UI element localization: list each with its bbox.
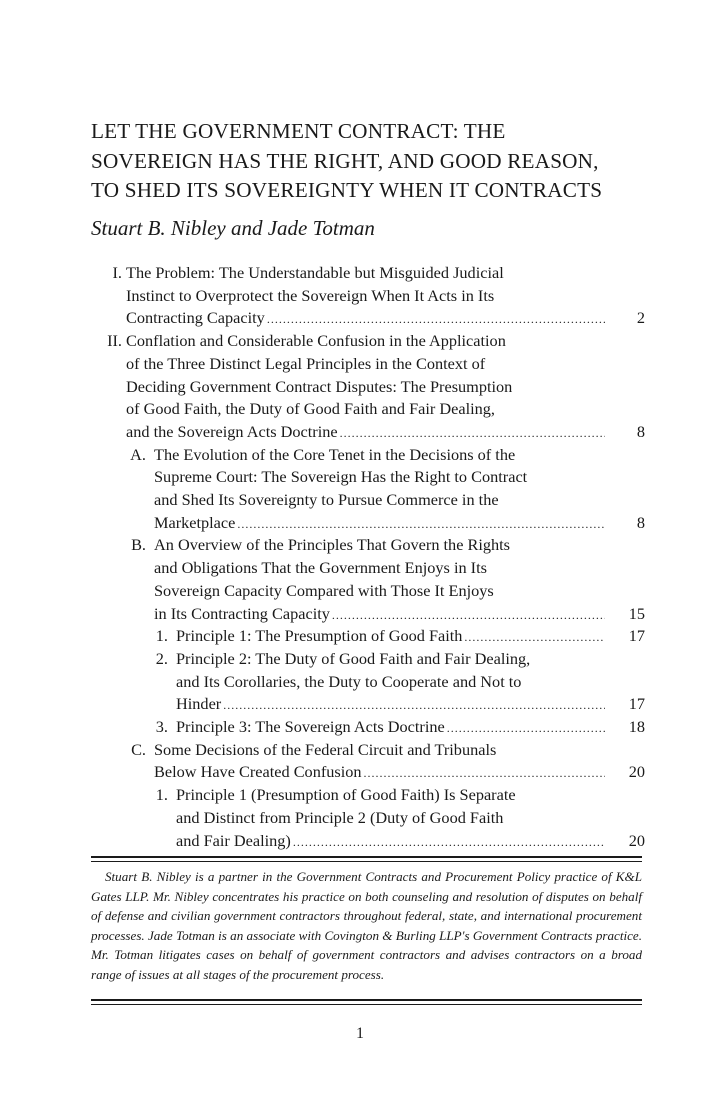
toc-entry-line-last[interactable] xyxy=(176,625,605,647)
toc-entry-text: Principle 3: The Sovereign Acts Doctrine xyxy=(176,717,445,736)
toc-entry-number: B. xyxy=(131,535,146,554)
toc-entry-text: Conflation and Considerable Confusion in the Application xyxy=(126,331,506,350)
toc-entry-line-last[interactable] xyxy=(176,716,605,738)
toc-entry-line-last[interactable] xyxy=(176,830,605,852)
toc-entry-page[interactable]: 20 xyxy=(628,762,645,781)
toc-entry-text: and Obligations That the Government Enjoys in Its xyxy=(154,558,487,577)
toc-entry-page[interactable]: 18 xyxy=(628,717,645,736)
dot-leader xyxy=(340,422,605,443)
toc-entry-text: and Distinct from Principle 2 (Duty of Good Faith xyxy=(176,808,504,827)
toc-entry-page[interactable]: 17 xyxy=(628,626,645,645)
toc-entry-text: Below Have Created Confusion xyxy=(154,762,362,781)
dot-leader xyxy=(237,513,605,534)
toc-entry-number: II. xyxy=(107,331,122,350)
title-line-2: SOVEREIGN HAS THE RIGHT, AND GOOD REASON, xyxy=(91,148,599,173)
toc-entry-line-last[interactable] xyxy=(154,512,605,534)
dot-leader xyxy=(464,626,605,647)
toc-entry-line-last[interactable] xyxy=(154,761,605,783)
toc-entry-text: Principle 1: The Presumption of Good Faith xyxy=(176,626,463,645)
toc-entry-line-last[interactable] xyxy=(154,603,605,625)
dot-leader xyxy=(223,694,605,715)
toc-entry-text: Contracting Capacity xyxy=(126,308,265,327)
toc-entry-page[interactable]: 8 xyxy=(636,422,645,441)
toc-entry-line-last[interactable] xyxy=(126,307,605,329)
title-line-1: LET THE GOVERNMENT CONTRACT: THE xyxy=(91,119,506,143)
toc-entry-text: of Good Faith, the Duty of Good Faith and Fair Dealing, xyxy=(126,399,495,418)
toc-entry-text: Marketplace xyxy=(154,513,236,532)
footnote-text: Stuart B. Nibley is a partner in the Government Contracts and Procurement Policy practice of K&L Gates LLP. Mr. Nibley concentrates his practice on both counseling and resolution of disputes on behalf of defense and civilian government contractors throughout federal, state, and international procurement processes. Jade Totman is an associate with Covington & Burling LLP's Government Contracts practice. Mr. Totman litigates cases on behalf of government contractors and advises contractors on a broad range of issues at all stages of the procurement process. xyxy=(91,869,642,982)
toc-entry-text: The Problem: The Understandable but Misguided Judicial xyxy=(126,263,504,282)
toc-entry-page[interactable]: 17 xyxy=(628,694,645,713)
dot-leader xyxy=(364,762,605,783)
toc-entry-line-last[interactable] xyxy=(176,693,605,715)
toc-entry-text: Instinct to Overprotect the Sovereign When It Acts in Its xyxy=(126,286,495,305)
footnote-rule-bottom xyxy=(91,999,642,1001)
toc-entry-page[interactable]: 15 xyxy=(628,604,645,623)
toc-entry-text: of the Three Distinct Legal Principles in the Context of xyxy=(126,354,486,373)
toc-entry-number: A. xyxy=(130,445,146,464)
toc-entry-text: An Overview of the Principles That Govern the Rights xyxy=(154,535,511,554)
toc-entry-number: 2. xyxy=(155,649,168,668)
toc-entry-number: 1. xyxy=(155,626,168,645)
authors-byline: Stuart B. Nibley and Jade Totman xyxy=(91,216,375,240)
article-title xyxy=(91,117,651,206)
toc-entry-line-last[interactable] xyxy=(126,421,605,443)
toc-entry-text: Supreme Court: The Sovereign Has the Right to Contract xyxy=(154,467,528,486)
toc-entry-text: and Fair Dealing) xyxy=(176,831,291,850)
toc-entry-text: Sovereign Capacity Compared with Those It Enjoys xyxy=(154,581,494,600)
toc-entry-text: and the Sovereign Acts Doctrine xyxy=(126,422,338,441)
toc-entry-number: 1. xyxy=(155,785,168,804)
toc-entry-text: Deciding Government Contract Disputes: The Presumption xyxy=(126,377,513,396)
toc-entry-text: and Shed Its Sovereignty to Pursue Commerce in the xyxy=(154,490,499,509)
footnote-rule-top xyxy=(91,856,642,858)
toc-entry-number: C. xyxy=(131,740,146,759)
footnote-rule-bottom-thin xyxy=(91,1004,642,1005)
footnote-rule-top-thin xyxy=(91,861,642,862)
dot-leader xyxy=(267,308,605,329)
toc-entry-page[interactable]: 2 xyxy=(636,308,645,327)
toc-entry-text: and Its Corollaries, the Duty to Cooperate and Not to xyxy=(176,672,522,691)
toc-entry-text: in Its Contracting Capacity xyxy=(154,604,330,623)
dot-leader xyxy=(447,717,605,738)
dot-leader xyxy=(332,604,605,625)
toc-entry-text: The Evolution of the Core Tenet in the Decisions of the xyxy=(154,445,516,464)
toc-entry-number: 3. xyxy=(155,717,168,736)
page-number: 1 xyxy=(356,1025,364,1042)
toc-entry-text: Some Decisions of the Federal Circuit and Tribunals xyxy=(154,740,497,759)
toc-entry-text: Principle 1 (Presumption of Good Faith) Is Separate xyxy=(176,785,516,804)
toc-entry-text: Hinder xyxy=(176,694,222,713)
author-footnote xyxy=(91,867,642,985)
dot-leader xyxy=(293,831,605,852)
toc-entry-page[interactable]: 20 xyxy=(628,831,645,850)
toc-entry-number: I. xyxy=(112,263,122,282)
title-line-3: TO SHED ITS SOVEREIGNTY WHEN IT CONTRACTS xyxy=(91,178,603,202)
toc-entry-text: Principle 2: The Duty of Good Faith and Fair Dealing, xyxy=(176,649,531,668)
toc-entry-page[interactable]: 8 xyxy=(636,513,645,532)
